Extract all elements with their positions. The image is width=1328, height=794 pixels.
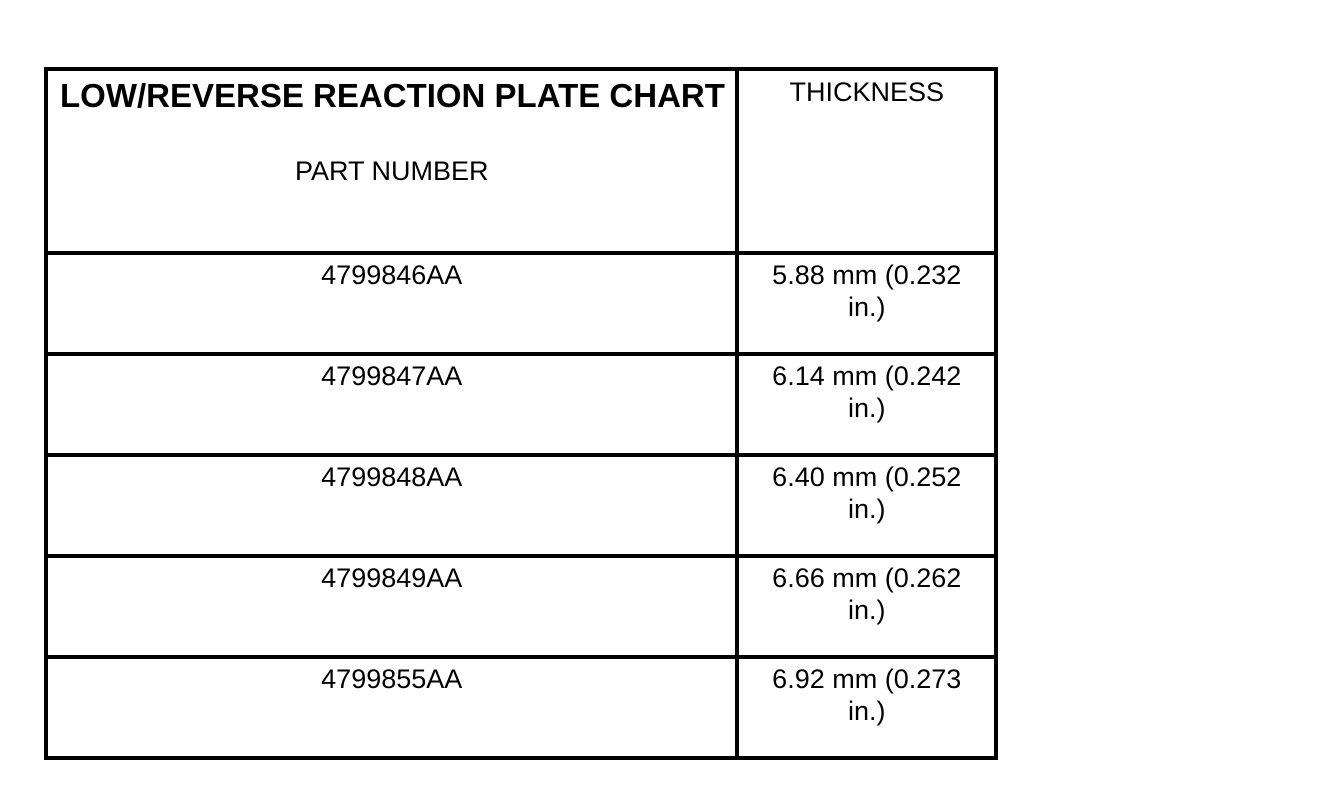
part-number-value: 4799855AA xyxy=(321,664,463,694)
table-row xyxy=(46,455,996,556)
table-row xyxy=(46,354,996,455)
part-number-value: 4799849AA xyxy=(321,563,463,593)
part-number-cell xyxy=(46,253,737,354)
table-title: LOW/REVERSE REACTION PLATE CHART xyxy=(60,77,725,114)
reaction-plate-table xyxy=(44,67,998,760)
table-row xyxy=(46,657,996,758)
part-number-cell xyxy=(46,556,737,657)
thickness-cell xyxy=(737,657,996,758)
thickness-value: 6.66 mm (0.262 in.) xyxy=(772,563,962,625)
part-number-cell xyxy=(46,354,737,455)
part-number-cell xyxy=(46,657,737,758)
thickness-cell xyxy=(737,455,996,556)
thickness-value: 6.40 mm (0.252 in.) xyxy=(772,462,962,524)
column-header-thickness: THICKNESS xyxy=(789,77,944,107)
thickness-cell xyxy=(737,556,996,657)
part-number-cell xyxy=(46,455,737,556)
thickness-cell xyxy=(737,354,996,455)
column-header-part-number: PART NUMBER xyxy=(294,156,489,186)
table-row xyxy=(46,556,996,657)
thickness-cell xyxy=(737,253,996,354)
thickness-value: 6.92 mm (0.273 in.) xyxy=(772,664,962,726)
part-number-value: 4799847AA xyxy=(321,361,463,391)
part-number-value: 4799846AA xyxy=(321,260,463,290)
table-header-row xyxy=(46,69,996,253)
header-cell-thickness xyxy=(737,69,996,253)
part-number-value: 4799848AA xyxy=(321,462,463,492)
thickness-value: 6.14 mm (0.242 in.) xyxy=(772,361,962,423)
header-cell-part-number xyxy=(46,69,737,253)
thickness-value: 5.88 mm (0.232 in.) xyxy=(772,260,962,322)
table-row xyxy=(46,253,996,354)
